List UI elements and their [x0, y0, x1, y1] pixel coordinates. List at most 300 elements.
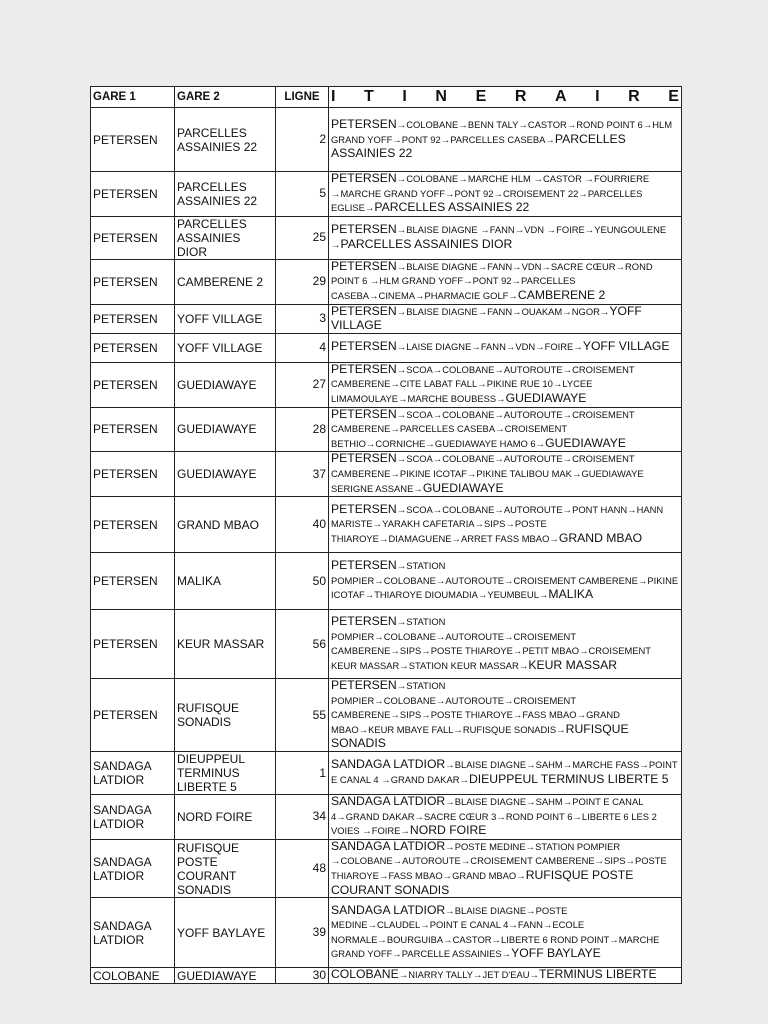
- stop-name: YARAKH CAFETARIA: [382, 518, 475, 530]
- stop-name: SIPS: [399, 709, 422, 721]
- stop-name: COLOBANE: [383, 630, 436, 642]
- arrow-icon: →: [435, 695, 446, 707]
- gare1-cell: PETERSEN: [91, 497, 175, 553]
- arrow-icon: →: [477, 261, 488, 273]
- arrow-icon: →: [451, 533, 461, 545]
- arrow-icon: →: [336, 811, 346, 823]
- gare2-cell: RUFISQUE SONADIS: [175, 679, 276, 752]
- stop-name: PARCELLES ASSAINIES 22: [374, 200, 530, 215]
- stop-name: PETERSEN: [331, 613, 397, 628]
- itineraire-letter: R: [628, 88, 640, 105]
- arrow-icon: →: [627, 504, 637, 516]
- header-itineraire: [329, 87, 682, 108]
- stop-name: POSTE THIAROYE: [430, 645, 513, 657]
- stop-name: FANN: [489, 224, 515, 236]
- arrow-icon: →: [562, 364, 573, 376]
- arrow-icon: →: [396, 225, 407, 237]
- stop-name: MARCHE GRAND YOFF: [331, 933, 660, 960]
- table-row: [91, 333, 682, 362]
- stop-name: COLOBANE: [442, 503, 495, 515]
- arrow-icon: →: [642, 120, 653, 132]
- arrow-icon: →: [421, 710, 431, 722]
- stop-name: PARCELLES CASEBA: [331, 275, 576, 301]
- stop-name: SCOA: [406, 363, 433, 375]
- arrow-icon: →: [367, 920, 377, 932]
- stop-name: FOURRIERE: [593, 173, 650, 184]
- stop-name: CITE LABAT FALL: [399, 378, 478, 390]
- arrow-icon: →: [477, 379, 487, 391]
- arrow-icon: →: [331, 188, 341, 200]
- arrow-icon: →: [477, 590, 488, 602]
- arrow-icon: →: [432, 409, 443, 421]
- arrow-icon: →: [432, 454, 443, 466]
- stop-name: FANN: [517, 919, 543, 931]
- itineraire-cell: [329, 407, 682, 452]
- table-row: [91, 304, 682, 333]
- arrow-icon: →: [546, 225, 557, 237]
- stop-name: NORD FOIRE: [409, 823, 487, 838]
- stop-name: DIAMAGUENE: [388, 532, 452, 544]
- arrow-icon: →: [396, 261, 407, 273]
- ligne-cell: 30: [276, 968, 329, 984]
- stop-name: PETIT MBAO: [522, 645, 580, 657]
- stop-name: STATION POMPIER: [535, 840, 621, 852]
- stop-name: PIKINE ICOTAF: [399, 467, 467, 479]
- stop-name: PHARMACIE GOLF: [424, 289, 509, 301]
- arrow-icon: →: [425, 438, 435, 450]
- gare1-cell: SANDAGA LATDIOR: [91, 752, 175, 795]
- ligne-cell: 39: [276, 898, 329, 968]
- arrow-icon: →: [494, 454, 504, 466]
- stop-name: SANDAGA LATDIOR: [331, 794, 446, 809]
- itineraire-letter: T: [364, 88, 374, 105]
- itineraire-letter: R: [514, 88, 527, 105]
- gare2-cell: GUEDIAWAYE: [175, 407, 276, 452]
- arrow-icon: →: [562, 306, 572, 318]
- arrow-icon: →: [364, 590, 375, 602]
- arrow-icon: →: [525, 841, 536, 853]
- stop-name: PETERSEN: [331, 222, 397, 237]
- stop-name: BLAISE DIAGNE: [454, 904, 527, 916]
- stop-name: KEUR MBAYE FALL: [368, 723, 454, 735]
- arrow-icon: →: [364, 203, 375, 215]
- stop-name: GRAND MBAO: [331, 709, 620, 735]
- arrow-icon: →: [396, 364, 407, 376]
- stop-name: PARCELLES ASSAINIES 22: [331, 131, 626, 161]
- stop-name: FANN: [487, 260, 513, 272]
- arrow-icon: →: [496, 393, 506, 405]
- arrow-icon: →: [471, 342, 481, 354]
- arrow-icon: →: [390, 710, 400, 722]
- arrow-icon: →: [562, 797, 573, 809]
- stop-name: PETERSEN: [331, 304, 397, 318]
- arrow-icon: →: [399, 660, 409, 672]
- stop-name: RUFISQUE SONADIS: [462, 723, 557, 735]
- stop-name: AUTOROUTE: [503, 408, 563, 420]
- itineraire-cell: [329, 752, 682, 795]
- stop-name: GUEDIAWAYE SERIGNE ASSANE: [331, 467, 644, 494]
- arrow-icon: →: [331, 856, 341, 868]
- stop-name: PARCELLES EGLISE: [331, 187, 643, 214]
- itineraire-letter: I: [595, 88, 600, 105]
- table-row: [91, 795, 682, 840]
- stop-name: FOIRE: [544, 341, 574, 353]
- ligne-cell: 48: [276, 839, 329, 897]
- arrow-icon: →: [432, 364, 443, 376]
- arrow-icon: →: [508, 290, 518, 302]
- itineraire-letters: [331, 88, 679, 106]
- stop-name: SCOA: [406, 408, 433, 420]
- stop-name: GUEDIAWAYE: [505, 390, 587, 405]
- stop-name: PONT 92: [472, 275, 512, 287]
- arrow-icon: →: [494, 364, 504, 376]
- arrow-icon: →: [535, 438, 546, 450]
- arrow-icon: →: [505, 519, 515, 531]
- stop-name: GRAND DAKAR: [390, 774, 460, 786]
- stop-name: CROISEMENT 22: [502, 187, 579, 199]
- table-row: [91, 259, 682, 304]
- arrow-icon: →: [556, 724, 566, 736]
- stop-name: MARCHE GRAND YOFF: [340, 187, 446, 199]
- ligne-cell: 1: [276, 752, 329, 795]
- gare2-cell: YOFF VILLAGE: [175, 333, 276, 362]
- arrow-icon: →: [435, 631, 446, 643]
- stop-name: COLOBANE: [406, 173, 459, 184]
- arrow-icon: →: [526, 905, 536, 917]
- arrow-icon: →: [396, 120, 407, 132]
- table-row: [91, 898, 682, 968]
- itineraire-letter: A: [554, 88, 567, 105]
- stop-name: ARRET FASS MBAO: [460, 532, 550, 544]
- stop-name: BLAISE DIAGNE: [406, 224, 481, 236]
- gare1-cell: SANDAGA LATDIOR: [91, 795, 175, 840]
- stop-name: BOURGUIBA: [386, 933, 444, 945]
- table-row: [91, 407, 682, 452]
- itineraire-cell: [329, 216, 682, 259]
- arrow-icon: →: [504, 575, 514, 587]
- arrow-icon: →: [365, 438, 376, 450]
- gare1-cell: PETERSEN: [91, 452, 175, 497]
- stop-name: POSTE THIAROYE: [430, 709, 513, 721]
- arrow-icon: →: [390, 424, 400, 436]
- table-row: [91, 752, 682, 795]
- arrow-icon: →: [369, 290, 379, 302]
- routes-body: [91, 108, 682, 984]
- gare1-cell: SANDAGA LATDIOR: [91, 898, 175, 968]
- header-gare2: GARE 2: [175, 87, 276, 108]
- stop-name: PARCELLE ASSAINIES: [401, 948, 502, 960]
- gare2-cell: YOFF VILLAGE: [175, 304, 276, 333]
- stop-name: PIKINE ICOTAF: [331, 574, 679, 601]
- arrow-icon: →: [453, 724, 463, 736]
- stop-name: PETERSEN: [331, 171, 397, 185]
- itineraire-cell: [329, 108, 682, 172]
- arrow-icon: →: [442, 871, 453, 883]
- arrow-icon: →: [390, 468, 400, 480]
- stop-name: PETERSEN: [331, 558, 397, 573]
- ligne-cell: 34: [276, 795, 329, 840]
- gare2-cell: PARCELLES ASSAINIES 22: [175, 108, 276, 172]
- arrow-icon: →: [494, 409, 504, 421]
- stop-name: RUFISQUE SONADIS: [331, 721, 629, 751]
- gare2-cell: GRAND MBAO: [175, 497, 276, 553]
- stop-name: GUEDIAWAYE: [422, 480, 504, 495]
- arrow-icon: →: [396, 504, 407, 516]
- itineraire-cell: [329, 679, 682, 752]
- stop-name: CASTOR: [542, 173, 585, 184]
- table-row: [91, 679, 682, 752]
- arrow-icon: →: [571, 468, 582, 480]
- arrow-icon: →: [508, 920, 518, 932]
- arrow-icon: →: [609, 934, 619, 946]
- arrow-icon: →: [549, 533, 559, 545]
- stop-name: PARCELLES CASEBA: [399, 423, 496, 435]
- table-row: [91, 362, 682, 407]
- ligne-cell: 3: [276, 304, 329, 333]
- stop-name: PIKINE RUE 10: [486, 378, 553, 390]
- stop-name: CROISEMENT CAMBERENE: [470, 855, 595, 867]
- arrow-icon: →: [562, 454, 573, 466]
- arrow-icon: →: [369, 276, 380, 288]
- stop-name: YOFF VILLAGE: [331, 304, 642, 333]
- stop-name: CORNICHE: [375, 437, 426, 449]
- stop-name: CLAUDEL: [376, 919, 421, 931]
- stop-name: ROND POINT 6: [576, 119, 643, 131]
- stop-name: SACRE CŒUR 3: [423, 810, 497, 822]
- gare2-cell: GUEDIAWAYE: [175, 452, 276, 497]
- stop-name: GRAND MBAO: [558, 530, 643, 545]
- stop-name: STATION POMPIER: [331, 680, 446, 706]
- arrow-icon: →: [545, 134, 555, 146]
- arrow-icon: →: [572, 811, 582, 823]
- itineraire-cell: [329, 968, 682, 984]
- stop-name: SANDAGA LATDIOR: [331, 757, 446, 772]
- arrow-icon: →: [501, 949, 512, 961]
- arrow-icon: →: [615, 261, 625, 273]
- stop-name: FASS MBAO: [522, 709, 577, 721]
- arrow-icon: →: [396, 306, 407, 318]
- gare1-cell: PETERSEN: [91, 216, 175, 259]
- stop-name: THIAROYE DIOUMADIA: [374, 589, 478, 601]
- header-ligne: LIGNE: [276, 87, 329, 108]
- stop-name: ROND POINT 6: [505, 810, 573, 822]
- table-row: [91, 610, 682, 679]
- gare1-cell: PETERSEN: [91, 679, 175, 752]
- stop-name: CINEMA: [378, 289, 416, 301]
- stop-name: SACRE CŒUR: [550, 260, 616, 272]
- gare1-cell: PETERSEN: [91, 172, 175, 217]
- arrow-icon: →: [576, 710, 587, 722]
- itineraire-letter: I: [331, 88, 336, 105]
- stop-name: SCOA: [406, 503, 433, 515]
- gare1-cell: COLOBANE: [91, 968, 175, 984]
- arrow-icon: →: [491, 934, 502, 946]
- stop-name: POINT E CANAL 4: [331, 759, 678, 786]
- stop-name: STATION POMPIER: [331, 560, 446, 586]
- stop-name: COLOBANE: [406, 119, 459, 131]
- stop-name: SCOA: [406, 453, 433, 465]
- stop-name: VDN: [524, 224, 547, 236]
- arrow-icon: →: [504, 695, 514, 707]
- arrow-icon: →: [535, 342, 545, 354]
- arrow-icon: →: [637, 575, 648, 587]
- arrow-icon: →: [493, 188, 503, 200]
- stop-name: PETERSEN: [331, 501, 397, 516]
- arrow-icon: →: [396, 409, 407, 421]
- stop-name: MALIKA: [548, 587, 594, 602]
- arrow-icon: →: [514, 225, 525, 237]
- arrow-icon: →: [443, 934, 453, 946]
- arrow-icon: →: [584, 174, 594, 185]
- stop-name: YEUNGOULENE: [594, 224, 667, 236]
- itineraire-cell: [329, 898, 682, 968]
- stop-name: MARCHE HLM: [467, 173, 534, 184]
- stop-name: PARCELLES CASEBA: [450, 133, 546, 145]
- stop-name: COLOBANE: [442, 408, 495, 420]
- stop-name: CROISEMENT CAMBERENE: [331, 363, 635, 390]
- arrow-icon: →: [381, 775, 391, 787]
- arrow-icon: →: [562, 504, 573, 516]
- table-row: [91, 216, 682, 259]
- ligne-cell: 28: [276, 407, 329, 452]
- stop-name: POINT E CANAL 4: [429, 919, 509, 931]
- arrow-icon: →: [445, 760, 455, 772]
- stop-name: GUEDIAWAYE HAMO 6: [434, 437, 536, 449]
- ligne-cell: 25: [276, 216, 329, 259]
- arrow-icon: →: [538, 590, 549, 602]
- arrow-icon: →: [413, 483, 423, 495]
- arrow-icon: →: [445, 905, 455, 917]
- stop-name: POINT E CANAL 4: [331, 796, 644, 822]
- gare2-cell: DIEUPPEUL TERMINUS LIBERTE 5: [175, 752, 276, 795]
- stop-name: AUTOROUTE: [503, 503, 563, 515]
- arrow-icon: →: [463, 276, 473, 288]
- arrow-icon: →: [396, 616, 407, 628]
- gare2-cell: GUEDIAWAYE: [175, 362, 276, 407]
- arrow-icon: →: [578, 188, 588, 200]
- itineraire-cell: [329, 839, 682, 897]
- stop-name: ECOLE NORMALE: [331, 919, 585, 945]
- ligne-cell: 4: [276, 333, 329, 362]
- stop-name: SIPS: [604, 855, 626, 867]
- arrow-icon: →: [396, 561, 407, 573]
- stop-name: POSTE MEDINE: [331, 904, 568, 931]
- arrow-icon: →: [625, 856, 635, 868]
- stop-name: CROISEMENT CAMBERENE: [331, 453, 635, 479]
- stop-name: PETERSEN: [331, 451, 397, 466]
- table-row: [91, 172, 682, 217]
- stop-name: VDN: [521, 260, 542, 272]
- arrow-icon: →: [533, 174, 543, 185]
- stop-name: HLM GRAND YOFF: [331, 119, 673, 145]
- stop-name: BLAISE DIAGNE: [454, 759, 527, 771]
- ligne-cell: 27: [276, 362, 329, 407]
- arrow-icon: →: [573, 342, 583, 354]
- stop-name: PONT 92: [454, 187, 494, 199]
- arrow-icon: →: [445, 841, 455, 853]
- gare2-cell: GUEDIAWAYE: [175, 968, 276, 984]
- stop-name: STATION POMPIER: [331, 615, 446, 642]
- arrow-icon: →: [414, 811, 424, 823]
- gare1-cell: SANDAGA LATDIOR: [91, 839, 175, 897]
- arrow-icon: →: [458, 174, 468, 185]
- stop-name: BLAISE DIAGNE: [406, 305, 478, 317]
- stop-name: AUTOROUTE: [402, 855, 461, 867]
- arrow-icon: →: [495, 424, 505, 436]
- stop-name: CASTOR: [452, 933, 492, 945]
- stop-name: SAHM: [535, 796, 563, 808]
- gare2-cell: CAMBERENE 2: [175, 259, 276, 304]
- stop-name: COLOBANE: [340, 855, 393, 867]
- gare1-cell: PETERSEN: [91, 610, 175, 679]
- stop-name: FOIRE: [371, 825, 401, 837]
- stop-name: FANN: [480, 341, 506, 353]
- stop-name: PARCELLES ASSAINIES DIOR: [340, 236, 513, 251]
- stop-name: FASS MBAO: [388, 870, 443, 882]
- stop-name: BLAISE DIAGNE: [406, 260, 478, 272]
- itineraire-cell: [329, 333, 682, 362]
- arrow-icon: →: [511, 276, 522, 288]
- stop-name: PONT HANN: [572, 503, 628, 515]
- arrow-icon: →: [460, 856, 471, 868]
- arrow-icon: →: [512, 710, 523, 722]
- stop-name: VDN: [515, 341, 536, 353]
- itineraire-cell: [329, 497, 682, 553]
- arrow-icon: →: [518, 660, 529, 672]
- itineraire-cell: [329, 304, 682, 333]
- arrow-icon: →: [420, 920, 430, 932]
- stop-name: TERMINUS LIBERTE: [538, 967, 657, 982]
- arrow-icon: →: [466, 468, 477, 480]
- stop-name: GRAND MBAO: [452, 870, 517, 882]
- arrow-icon: →: [459, 775, 469, 787]
- gare1-cell: PETERSEN: [91, 259, 175, 304]
- arrow-icon: →: [396, 681, 407, 693]
- gare2-cell: NORD FOIRE: [175, 795, 276, 840]
- stop-name: AUTOROUTE: [503, 453, 563, 465]
- arrow-icon: →: [372, 519, 383, 531]
- gare2-cell: PARCELLES ASSAINIES DIOR: [175, 216, 276, 259]
- arrow-icon: →: [445, 797, 455, 809]
- arrow-icon: →: [392, 134, 402, 146]
- stop-name: FANN: [487, 305, 513, 317]
- stop-name: PETERSEN: [331, 362, 397, 376]
- stop-name: NIARRY TALLY: [408, 969, 474, 981]
- gare2-cell: MALIKA: [175, 553, 276, 610]
- gare1-cell: PETERSEN: [91, 362, 175, 407]
- arrow-icon: →: [496, 811, 506, 823]
- arrow-icon: →: [435, 575, 446, 587]
- stop-name: FOIRE: [556, 224, 585, 236]
- table-row: [91, 839, 682, 897]
- table-row: [91, 452, 682, 497]
- stop-name: CROISEMENT CAMBERENE: [331, 630, 576, 657]
- arrow-icon: →: [504, 631, 514, 643]
- stop-name: YOFF VILLAGE: [582, 339, 670, 354]
- gare2-cell: KEUR MASSAR: [175, 610, 276, 679]
- stop-name: CROISEMENT CAMBERENE: [331, 694, 576, 721]
- stop-name: PETERSEN: [331, 259, 397, 273]
- stop-name: HLM GRAND YOFF: [379, 275, 464, 287]
- arrow-icon: →: [362, 826, 372, 838]
- itineraire-letter: N: [435, 88, 447, 105]
- stop-name: GUEDIAWAYE: [545, 435, 626, 450]
- stop-name: PETERSEN: [331, 678, 397, 693]
- arrow-icon: →: [584, 225, 595, 237]
- table-row: [91, 497, 682, 553]
- arrow-icon: →: [512, 646, 523, 658]
- arrow-icon: →: [398, 970, 409, 982]
